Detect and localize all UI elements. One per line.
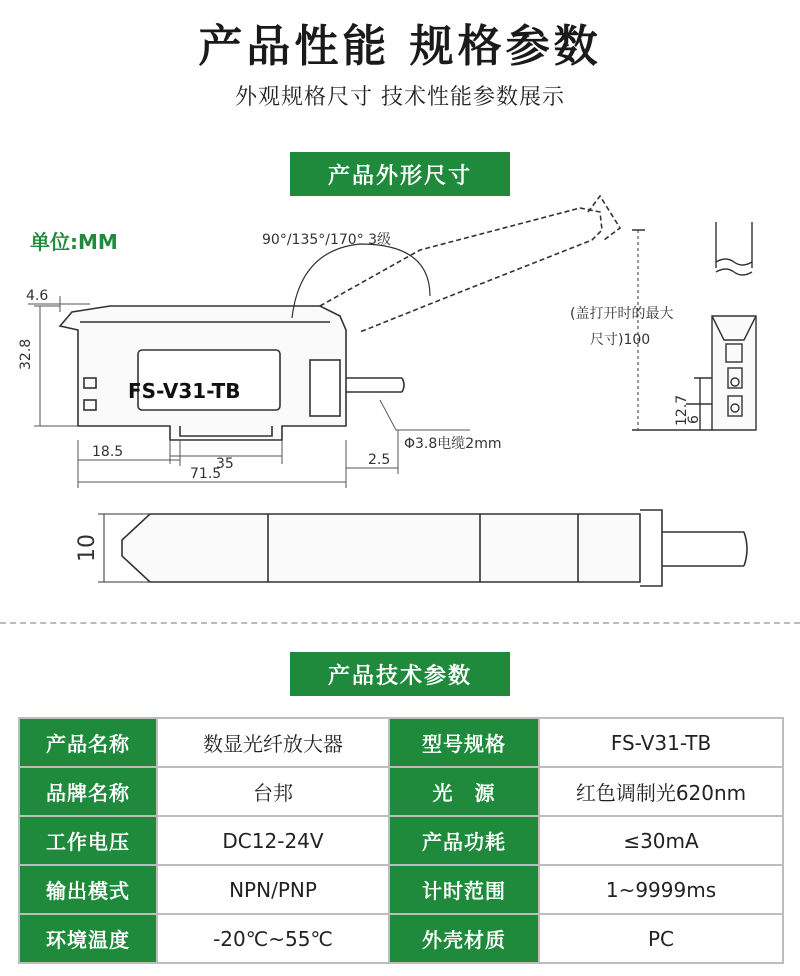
table-row	[19, 816, 783, 865]
spec-value: 台邦	[157, 767, 389, 816]
table-row	[19, 718, 783, 767]
top-view	[98, 510, 747, 586]
spec-value: PC	[539, 914, 783, 963]
spec-value: FS-V31-TB	[539, 718, 783, 767]
side-view	[632, 222, 756, 430]
cover-note-line2: 尺寸)100	[590, 332, 651, 348]
table-row	[19, 865, 783, 914]
table-row	[19, 914, 783, 963]
dim-12-7: 12.7	[674, 394, 690, 426]
spec-value: 1~9999ms	[539, 865, 783, 914]
cover-note-line1: (盖打开时的最大	[570, 306, 674, 322]
spec-key: 工作电压	[19, 816, 157, 865]
spec-value: -20℃~55℃	[157, 914, 389, 963]
dim-18-5: 18.5	[92, 444, 124, 460]
spec-value: 红色调制光620nm	[539, 767, 783, 816]
dim-71-5: 71.5	[190, 466, 222, 482]
spec-key: 外壳材质	[389, 914, 539, 963]
spec-key: 型号规格	[389, 718, 539, 767]
angle-note: 90°/135°/170° 3级	[262, 232, 392, 248]
dim-6: 6	[686, 415, 702, 424]
spec-key: 环境温度	[19, 914, 157, 963]
spec-key: 计时范围	[389, 865, 539, 914]
section-divider	[0, 622, 800, 624]
dim-10: 10	[75, 534, 100, 562]
spec-table	[18, 717, 784, 964]
cable-note: Φ3.8电缆2mm	[404, 436, 502, 452]
dim-32-8: 32.8	[18, 338, 34, 370]
section-banner-specs: 产品技术参数	[290, 652, 510, 696]
model-label: FS-V31-TB	[128, 379, 241, 403]
spec-key: 产品名称	[19, 718, 157, 767]
page-title: 产品性能 规格参数	[198, 21, 602, 72]
spec-value: ≤30mA	[539, 816, 783, 865]
unit-label: 单位:MM	[30, 230, 118, 254]
dim-35: 35	[216, 456, 234, 472]
spec-key: 输出模式	[19, 865, 157, 914]
section-banner-dimensions: 产品外形尺寸	[290, 152, 510, 196]
spec-key: 光 源	[389, 767, 539, 816]
page-subtitle: 外观规格尺寸 技术性能参数展示	[235, 85, 565, 110]
dim-4-6: 4.6	[26, 288, 49, 304]
spec-value: DC12-24V	[157, 816, 389, 865]
spec-value: NPN/PNP	[157, 865, 389, 914]
spec-key: 品牌名称	[19, 767, 157, 816]
dim-2-5: 2.5	[368, 452, 391, 468]
spec-key: 产品功耗	[389, 816, 539, 865]
spec-value: 数显光纤放大器	[157, 718, 389, 767]
table-row	[19, 767, 783, 816]
